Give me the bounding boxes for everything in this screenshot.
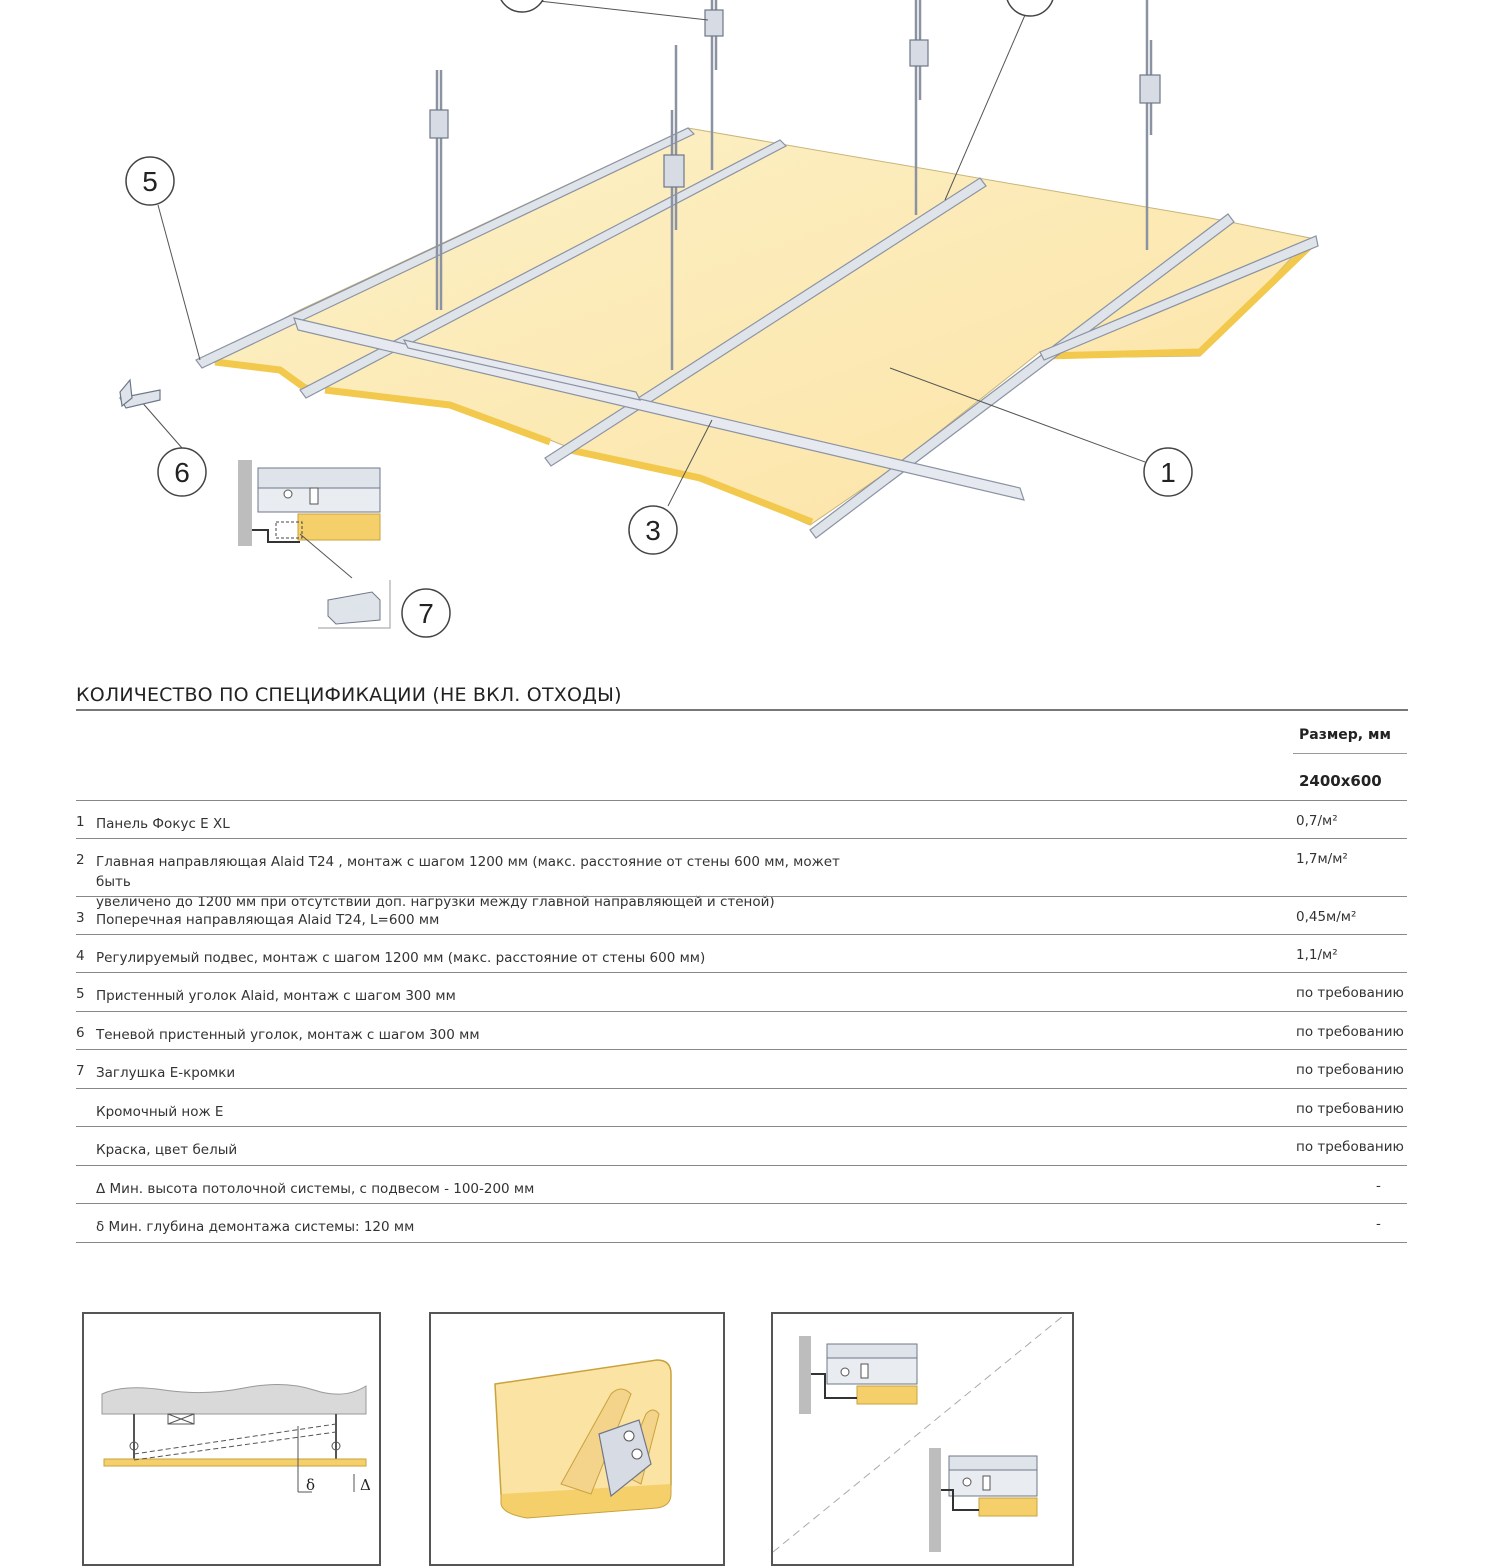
table-row: [76, 838, 1407, 910]
row-text: δ Мин. глубина демонтажа системы: 120 мм: [96, 1219, 415, 1235]
callout-4: [498, 0, 546, 12]
row-value: 1,7м/м²: [1296, 851, 1348, 867]
row-text: Краска, цвет белый: [96, 1142, 238, 1158]
row-num: 6: [76, 1025, 85, 1041]
row-text: Главная направляющая Alaid T24 , монтаж с шагом 1200 мм (макс. расстояние от стены 600 мм, может быть увеличено до 1200 мм при отсутствии доп. нагрузки между главной направляющей и стеной): [96, 854, 840, 910]
row-text: Пристенный уголок Alaid, монтаж с шагом 300 мм: [96, 988, 456, 1004]
row-num: 1: [76, 814, 85, 830]
row-value: 0,45м/м²: [1296, 909, 1357, 925]
row-text: Поперечная направляющая Alaid T24, L=600 мм: [96, 912, 440, 928]
callout-2: [1006, 0, 1054, 16]
row-num: 5: [76, 986, 85, 1002]
row-value: по требованию: [1296, 1101, 1404, 1117]
table-row: [76, 800, 1407, 839]
detail-wall-angle-options: [771, 1312, 1074, 1566]
row-value: -: [1376, 1178, 1381, 1194]
row-num: 4: [76, 948, 85, 964]
row-text: Панель Фокус E XL: [96, 816, 230, 832]
callout-5-label: 5: [142, 166, 158, 197]
row-value: по требованию: [1296, 1062, 1404, 1078]
table-row: [76, 1165, 1407, 1204]
table-row: [76, 1088, 1407, 1127]
row-value: 0,7/м²: [1296, 813, 1338, 829]
spec-title-rule: [76, 709, 1408, 711]
demount-diagram: [84, 1314, 379, 1564]
size-column-header: Размер, мм: [1299, 727, 1391, 743]
table-bottom-rule: [76, 1242, 1407, 1243]
table-row: [76, 1011, 1407, 1050]
ceiling-system-diagram: [0, 0, 1500, 650]
table-row: [76, 1126, 1407, 1166]
row-value: по требованию: [1296, 1139, 1404, 1155]
shadow-angle-piece: [120, 380, 160, 408]
row-num: 7: [76, 1063, 85, 1079]
size-value: 2400х600: [1299, 772, 1382, 790]
table-row: [76, 1203, 1407, 1243]
callout-1-label: 1: [1160, 457, 1176, 488]
table-row: [76, 934, 1407, 973]
row-value: по требованию: [1296, 985, 1404, 1001]
row-text: Δ Мин. высота потолочной системы, с подвесом - 100-200 мм: [96, 1181, 535, 1197]
table-row: [76, 1049, 1407, 1089]
delta-big-symbol: Δ: [360, 1476, 371, 1494]
row-text: Регулируемый подвес, монтаж с шагом 1200 мм (макс. расстояние от стены 600 мм): [96, 950, 706, 966]
table-row: [76, 896, 1407, 935]
detail-demount-depth: [82, 1312, 381, 1566]
edge-cap-piece: [318, 580, 390, 628]
callout-3-label: 3: [645, 515, 661, 546]
row-text: Теневой пристенный уголок, монтаж с шагом 300 мм: [96, 1027, 480, 1043]
spec-title: КОЛИЧЕСТВО ПО СПЕЦИФИКАЦИИ (НЕ ВКЛ. ОТХОДЫ): [76, 684, 622, 706]
row-num: 2: [76, 852, 85, 868]
callout-6-label: 6: [174, 457, 190, 488]
callout-7-label: 7: [418, 598, 434, 629]
row-value: 1,1/м²: [1296, 947, 1338, 963]
wall-angle-options-diagram: [773, 1314, 1072, 1564]
wall-angle-inset: [238, 460, 380, 578]
row-num: 3: [76, 910, 85, 926]
edge-knife-diagram: [431, 1314, 723, 1564]
detail-edge-knife: [429, 1312, 725, 1566]
row-text: Заглушка E-кромки: [96, 1065, 236, 1081]
table-row: [76, 972, 1407, 1012]
row-value: -: [1376, 1216, 1381, 1232]
delta-small-symbol: δ: [306, 1476, 316, 1494]
size-header-rule: [1293, 753, 1407, 754]
row-value: по требованию: [1296, 1024, 1404, 1040]
row-text: Кромочный нож E: [96, 1104, 224, 1120]
